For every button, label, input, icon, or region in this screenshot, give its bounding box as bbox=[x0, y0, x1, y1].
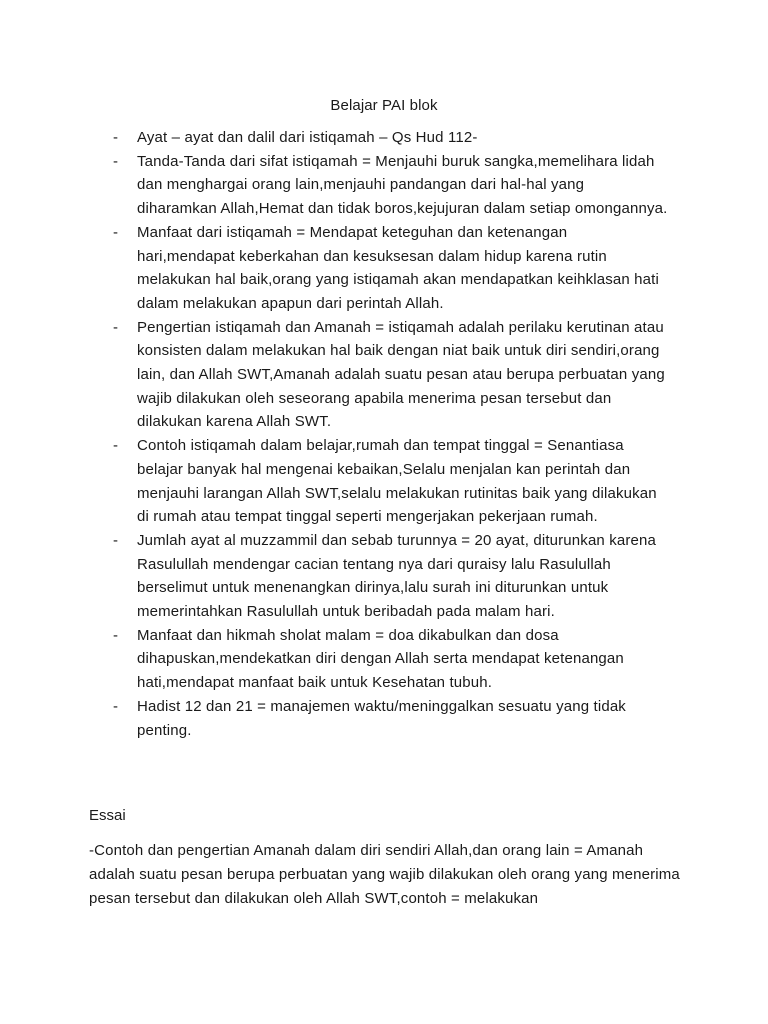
bullet-marker: - bbox=[113, 129, 119, 146]
bullet-marker: - bbox=[113, 697, 119, 715]
list-item bbox=[0, 529, 768, 624]
list-item-text: Ayat – ayat dan dalil dari istiqamah – Qs Hud 112- bbox=[137, 129, 478, 146]
list-item bbox=[0, 624, 768, 695]
bullet-marker: - bbox=[113, 318, 119, 336]
list-item bbox=[0, 434, 768, 529]
bullet-marker: - bbox=[113, 152, 119, 170]
list-item-text: Contoh istiqamah dalam belajar,rumah dan tempat tinggal = Senantiasa belajar banyak hal mengenai kebaikan,Selalu menjalan kan perintah dan menjauhi larangan Allah SWT,selalu melakukan rutinitas baik yang dilakukan di rumah atau tempat tinggal seperti mengerjakan pekerjaan rumah. bbox=[137, 437, 657, 526]
bullet-marker: - bbox=[113, 531, 119, 549]
bullet-marker: - bbox=[113, 626, 119, 644]
bullet-marker: - bbox=[113, 437, 119, 455]
list-item-text: Manfaat dan hikmah sholat malam = doa dikabulkan dan dosa dihapuskan,mendekatkan diri dengan Allah serta mendapat ketenangan hati,mendapat manfaat baik untuk Kesehatan tubuh. bbox=[137, 626, 624, 692]
list-item-text: Hadist 12 dan 21 = manajemen waktu/meninggalkan sesuatu yang tidak penting. bbox=[137, 697, 626, 739]
list-item-text: Pengertian istiqamah dan Amanah = istiqamah adalah perilaku kerutinan atau konsisten dalam melakukan hal baik dengan niat baik untuk diri sendiri,orang lain, dan Allah SWT,Amanah adalah suatu pesan atau berupa perbuatan yang wajib dilakukan oleh seseorang apabila menerima pesan tersebut dan dilakukan karena Allah SWT. bbox=[137, 318, 665, 431]
list-item bbox=[0, 221, 768, 316]
list-item-text: Manfaat dari istiqamah = Mendapat keteguhan dan ketenangan hari,mendapat keberkahan dan kesuksesan dalam hidup karena rutin melakukan hal baik,orang yang istiqamah akan mendapatkan keihklasan hati dalam melakukan apapun dari perintah Allah. bbox=[137, 223, 659, 312]
list-item bbox=[0, 695, 768, 742]
bullet-marker: - bbox=[113, 223, 119, 241]
document-title: Belajar PAI blok bbox=[330, 97, 438, 114]
list-item bbox=[0, 316, 768, 435]
list-item-text: Jumlah ayat al muzzammil dan sebab turunnya = 20 ayat, diturunkan karena Rasulullah mendengar cacian tentang nya dari quraisy lalu Rasulullah berselimut untuk menenangkan dirinya,lalu surah ini diturunkan untuk memerintahkan Rasulullah untuk beribadah pada malam hari. bbox=[137, 531, 657, 621]
list-item bbox=[0, 126, 768, 150]
bullet-list bbox=[0, 126, 768, 742]
list-item bbox=[0, 150, 768, 221]
list-item-text: Tanda-Tanda dari sifat istiqamah = Menjauhi buruk sangka,memelihara lidah dan menghargai orang lain,menjauhi pandangan dari hal-hal yang diharamkan Allah,Hemat dan tidak boros,kejujuran dalam setiap omongannya. bbox=[137, 152, 668, 218]
essai-heading: Essai bbox=[89, 807, 126, 824]
essai-paragraph: -Contoh dan pengertian Amanah dalam diri sendiri Allah,dan orang lain = Amanah adalah suatu pesan berupa perbuatan yang wajib dilakukan oleh orang yang menerima pesan tersebut dan dilakukan oleh Allah SWT,contoh = melakukan bbox=[89, 842, 680, 908]
